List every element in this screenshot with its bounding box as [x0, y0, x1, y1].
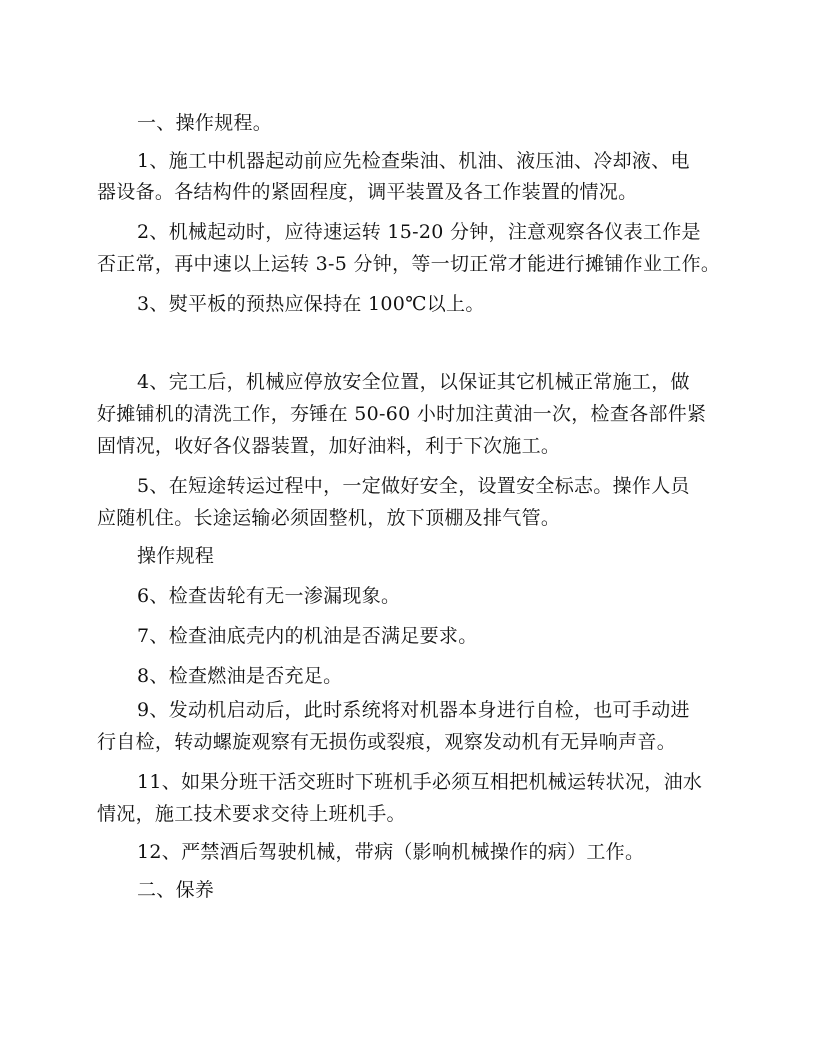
paragraph-line: 6、检查齿轮有无一渗漏现象。: [137, 585, 401, 607]
paragraph-line: 应随机住。长途运输必须固整机，放下顶棚及排气管。: [97, 507, 561, 529]
paragraph-line: 行自检，转动螺旋观察有无损伤或裂痕，观察发动机有无异响声音。: [97, 731, 677, 753]
paragraph-line: 好摊铺机的清洗工作，夯锤在 50-60 小时加注黄油一次，检查各部件紧: [97, 403, 707, 425]
heading-maintenance: 二、保养: [137, 879, 215, 901]
paragraph-line: 否正常，再中速以上运转 3-5 分钟，等一切正常才能进行摊铺作业工作。: [97, 253, 721, 275]
paragraph-line: 2、机械起动时，应待速运转 15-20 分钟，注意观察各仪表工作是: [137, 221, 701, 243]
paragraph-line: 1、施工中机器起动前应先检查柴油、机油、液压油、冷却液、电: [137, 150, 690, 172]
paragraph-line: 8、检查燃油是否充足。: [137, 665, 343, 687]
paragraph-line: 固情况，收好各仪器装置，加好油料，利于下次施工。: [97, 435, 561, 457]
paragraph-line: 11、如果分班干活交班时下班机手必须互相把机械运转状况，油水: [137, 771, 703, 793]
paragraph-line: 7、检查油底壳内的机油是否满足要求。: [137, 625, 478, 647]
paragraph-line: 9、发动机启动后，此时系统将对机器本身进行自检，也可手动进: [137, 699, 690, 721]
paragraph-line: 情况，施工技术要求交待上班机手。: [97, 803, 406, 825]
paragraph-line: 器设备。各结构件的紧固程度，调平装置及各工作装置的情况。: [97, 181, 638, 203]
heading-operating-rules: 一、操作规程。: [137, 112, 273, 134]
paragraph-line: 3、熨平板的预热应保持在 100℃以上。: [137, 293, 485, 315]
paragraph-line: 5、在短途转运过程中，一定做好安全，设置安全标志。操作人员: [137, 475, 690, 497]
paragraph-line: 4、完工后，机械应停放安全位置，以保证其它机械正常施工，做: [137, 371, 690, 393]
subheading-operating-rules: 操作规程: [137, 545, 215, 567]
paragraph-line: 12、严禁酒后驾驶机械，带病（影响机械操作的病）工作。: [137, 841, 645, 863]
